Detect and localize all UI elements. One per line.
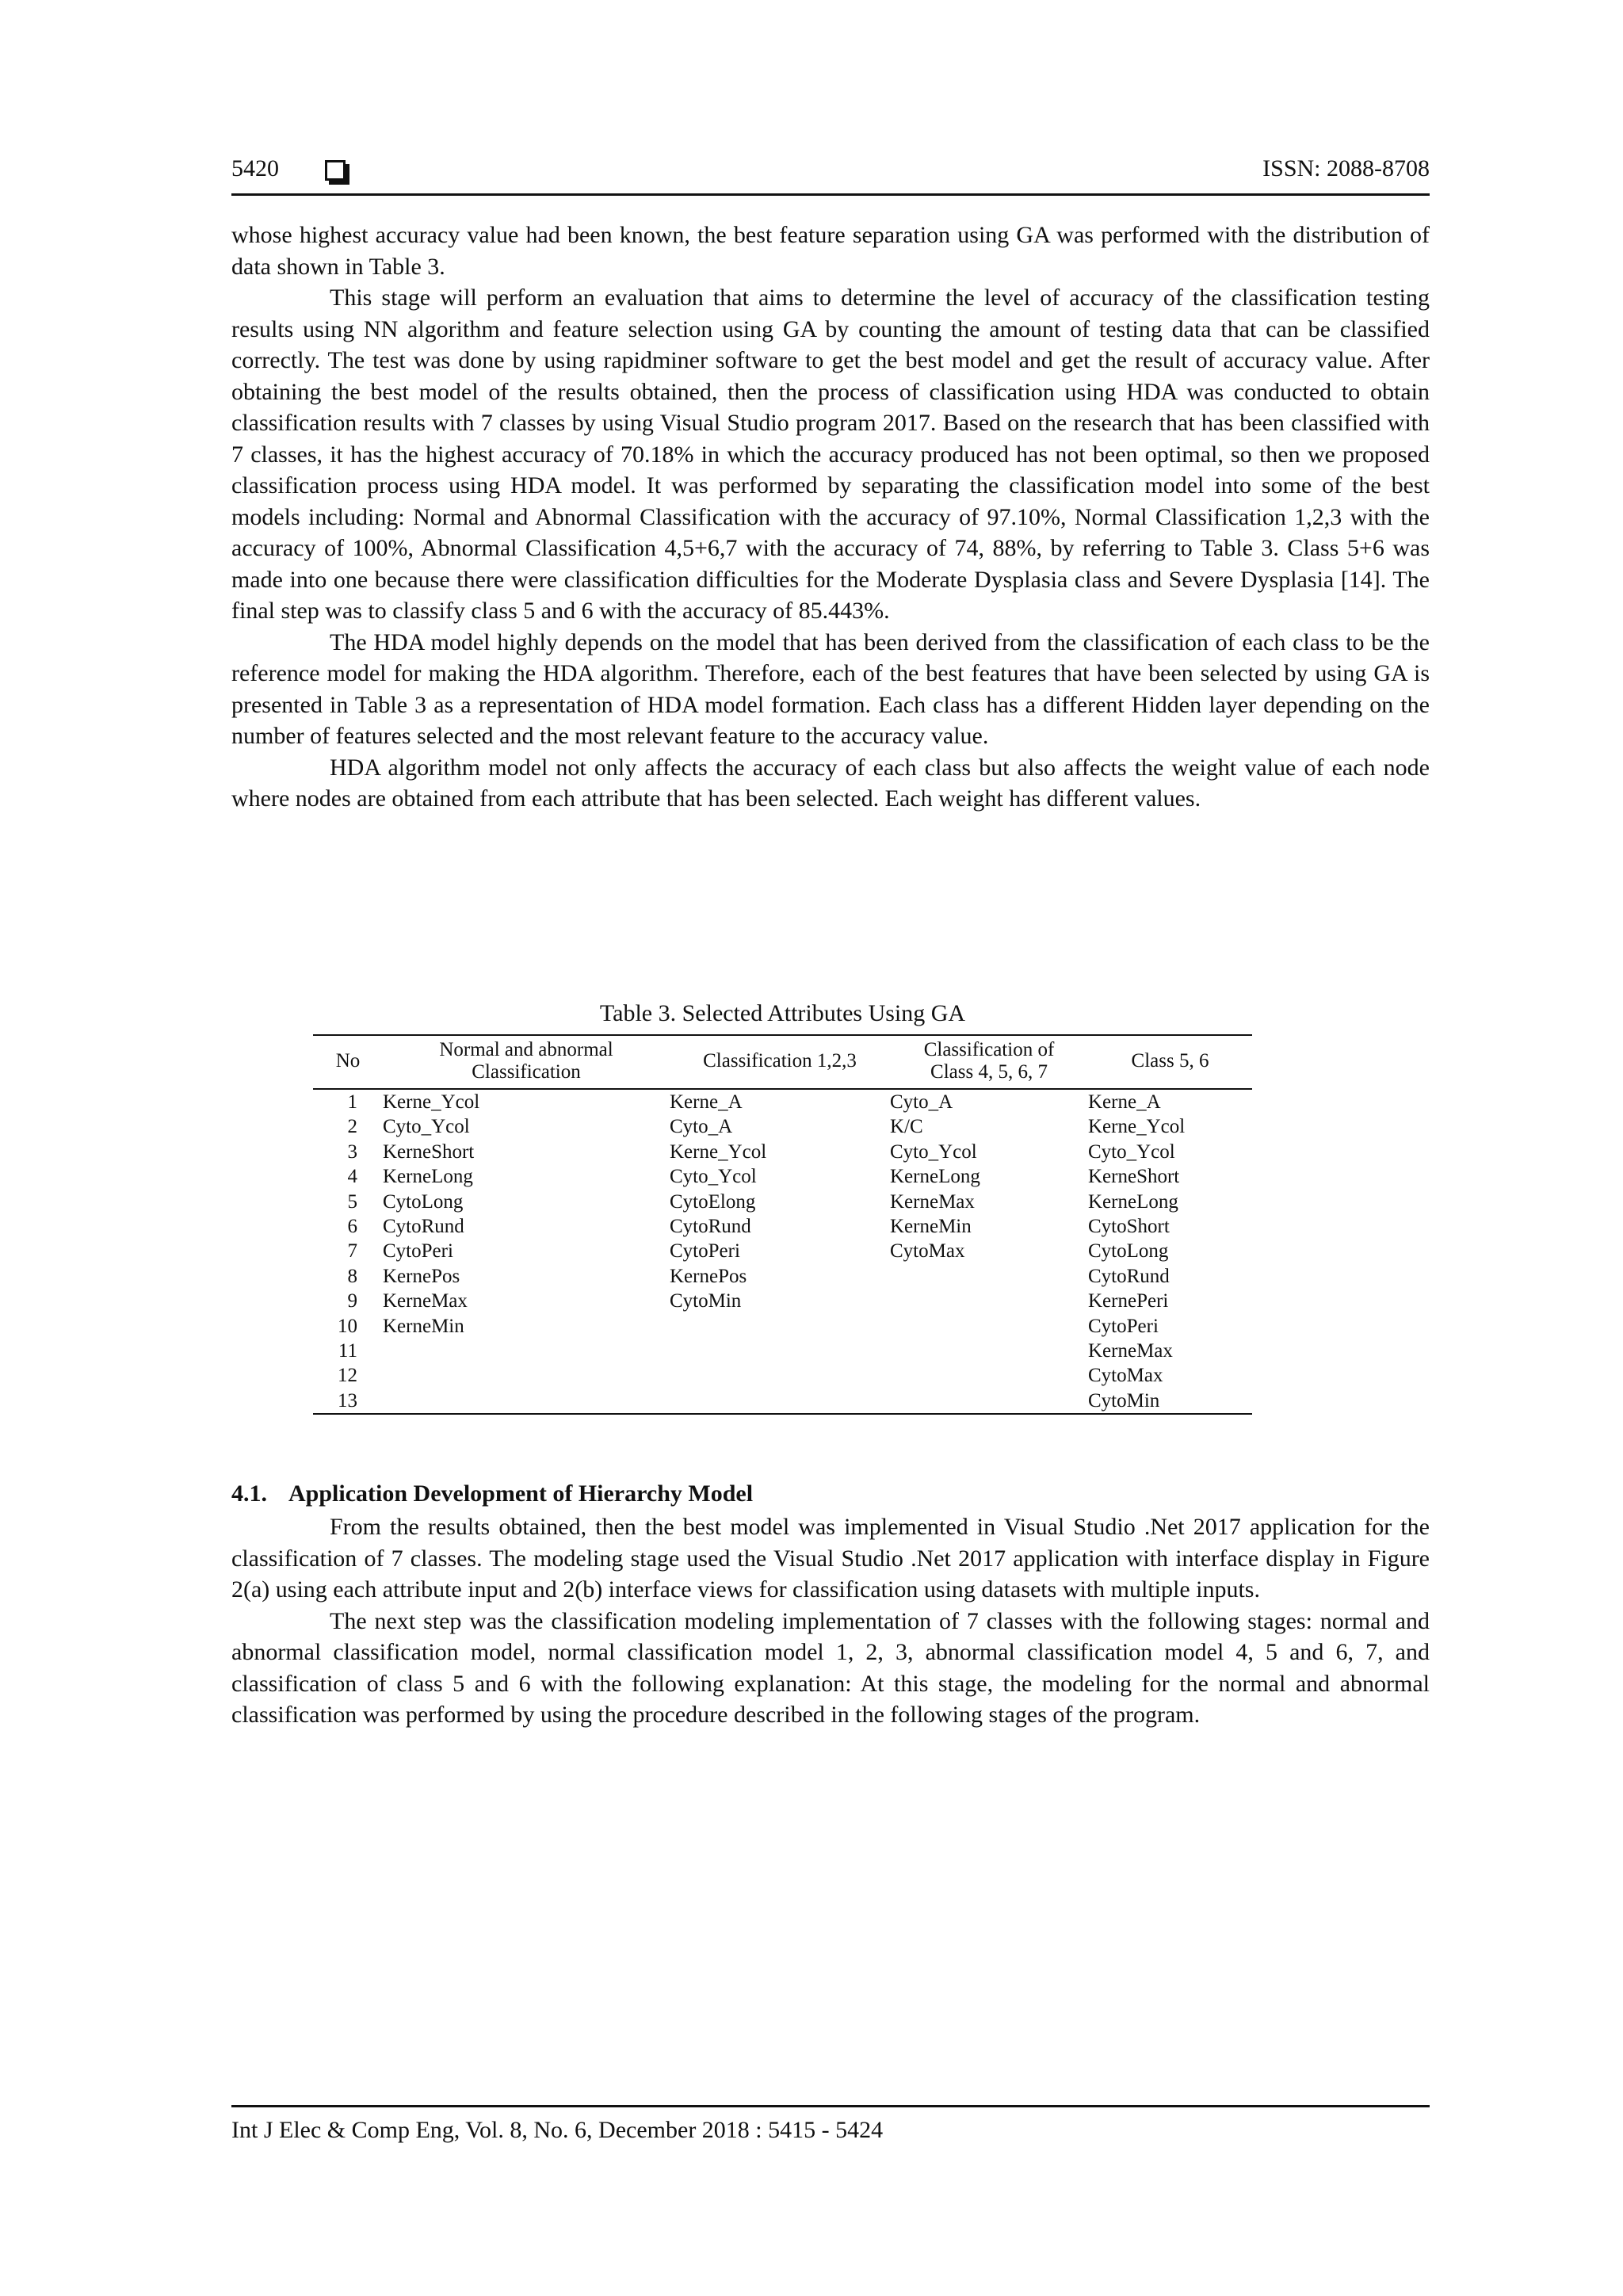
- cell: KernePeri: [1088, 1290, 1169, 1312]
- page-header: [231, 155, 1430, 196]
- cell: CytoMax: [890, 1240, 965, 1263]
- table-row: [313, 1314, 1252, 1339]
- table-row: [313, 1114, 1252, 1139]
- cell: [890, 1363, 1088, 1388]
- cell: CytoElong: [670, 1190, 756, 1213]
- paragraph: whose highest accuracy value had been known, the best feature separation using GA was performed with the distribution of data shown in Table 3.: [231, 222, 1430, 280]
- header-text: Classification: [472, 1061, 581, 1083]
- cell: KerneLong: [383, 1166, 473, 1188]
- table-caption: Table 3. Selected Attributes Using GA: [599, 1000, 966, 1026]
- cell: KerneLong: [1088, 1190, 1178, 1213]
- cell: CytoPeri: [383, 1240, 453, 1263]
- cell-no: 7: [347, 1240, 357, 1263]
- header-class-56: Class 5, 6: [1131, 1050, 1209, 1072]
- section-heading: [231, 1480, 753, 1507]
- cell: CytoMax: [1088, 1365, 1163, 1387]
- cell-no: 4: [347, 1166, 357, 1188]
- table-row: [313, 1363, 1252, 1388]
- cell-no: 13: [338, 1389, 357, 1412]
- table-row: [313, 1264, 1252, 1289]
- cell-no: 11: [338, 1340, 357, 1362]
- cell: [670, 1314, 890, 1339]
- header-normal-abnormal: [383, 1035, 670, 1089]
- header-text: Class 4, 5, 6, 7: [930, 1061, 1048, 1083]
- table-row: [313, 1339, 1252, 1363]
- cell: KerneMax: [1088, 1340, 1173, 1362]
- body-text-top: [231, 220, 1430, 815]
- section-title: Application Development of Hierarchy Model: [288, 1480, 754, 1507]
- cell-no: 8: [347, 1265, 357, 1287]
- cell: CytoRund: [1088, 1265, 1170, 1287]
- cell: [670, 1389, 890, 1414]
- cell: CytoMin: [670, 1290, 742, 1312]
- cell-no: 10: [338, 1315, 357, 1337]
- cell: Cyto_A: [670, 1116, 733, 1138]
- paragraph: This stage will perform an evaluation that aims to determine the level of accuracy of the classification testing results using NN algorithm and feature selection using GA by counting the amount of testing data that can be classified correctly. The test was done by using rapidminer software to get the best model and get the result of accuracy value. After obtaining the best model of the results obtained, then the process of classification using HDA was conducted to obtain classification results with 7 classes by using Visual Studio program 2017. Based on the research that has been classified with 7 classes, it has the highest accuracy of 70.18% in which the accuracy produced has not been optimal, so then we proposed classification process using HDA model. It was performed by separating the classification model into some of the best models including: Normal and Abnormal Classification with the accuracy of 97.10%, Normal Classification 1,2,3 with the accuracy of 100%, Abnormal Classification 4,5+6,7 with the accuracy of 74, 88%, by referring to Table 3. Class 5+6 was made into one because there were classification difficulties for the Moderate Dysplasia class and Severe Dysplasia [14]. The final step was to classify class 5 and 6 with the accuracy of 85.443%.: [231, 285, 1430, 624]
- cell: CytoPeri: [670, 1240, 740, 1263]
- table-row: [313, 1190, 1252, 1214]
- cell: [383, 1389, 670, 1414]
- cell: Cyto_Ycol: [890, 1140, 977, 1163]
- cell: Kerne_Ycol: [1088, 1116, 1186, 1138]
- table-row: [313, 1089, 1252, 1114]
- cell: [890, 1389, 1088, 1414]
- table-row: [313, 1164, 1252, 1189]
- cell: [670, 1363, 890, 1388]
- cell: CytoLong: [1088, 1240, 1169, 1263]
- cell: Cyto_Ycol: [670, 1166, 757, 1188]
- table-row: [313, 1214, 1252, 1239]
- table-row: [313, 1140, 1252, 1164]
- page-number: 5420: [231, 155, 279, 181]
- cell-no: 9: [347, 1290, 357, 1312]
- cell: CytoRund: [670, 1216, 751, 1238]
- table-row: [313, 1289, 1252, 1313]
- paragraph: From the results obtained, then the best model was implemented in Visual Studio .Net 2017 application for the classification of 7 classes. The modeling stage used the Visual Studio .Net 2017 application with interface display in Figure 2(a) using each attribute input and 2(b) interface views for classification using datasets with multiple inputs.: [231, 1514, 1430, 1603]
- cell: CytoShort: [1088, 1216, 1170, 1238]
- paragraph: The HDA model highly depends on the model that has been derived from the classification of each class to be the reference model for making the HDA algorithm. Therefore, each of the best features that have been selected by using GA is presented in Table 3 as a representation of HDA model formation. Each class has a different Hidden layer depending on the number of features selected and the most relevant feature to the accuracy value.: [231, 628, 1430, 749]
- cell-no: 1: [347, 1091, 357, 1113]
- section-number: 4.1.: [231, 1480, 267, 1507]
- paragraph: The next step was the classification modeling implementation of 7 classes with the following stages: normal and abnormal classification model, normal classification model 1, 2, 3, abnormal classification model 4, 5 and 6, 7, and classification of class 5 and 6 with the following explanation: At this stage, the modeling for the normal and abnormal classification was performed by using the procedure described in the following stages of the program.: [231, 1607, 1430, 1728]
- body-text-bottom: [231, 1511, 1430, 1731]
- box-bullet-icon: [325, 160, 346, 181]
- cell-no: 2: [347, 1116, 357, 1138]
- cell: K/C: [890, 1116, 923, 1138]
- cell: CytoMin: [1088, 1389, 1160, 1412]
- cell: [890, 1314, 1088, 1339]
- cell: KerneMax: [890, 1190, 975, 1213]
- cell: [383, 1339, 670, 1363]
- issn-label: ISSN: 2088-8708: [1262, 155, 1430, 181]
- cell: [890, 1289, 1088, 1313]
- table-row: [313, 1389, 1252, 1414]
- paragraph: HDA algorithm model not only affects the accuracy of each class but also affects the weight value of each node where nodes are obtained from each attribute that has been selected. Each weight has different values.: [231, 754, 1430, 812]
- cell: Cyto_Ycol: [1088, 1140, 1175, 1163]
- cell: [890, 1264, 1088, 1289]
- cell: Kerne_Ycol: [670, 1140, 767, 1163]
- cell-no: 3: [347, 1140, 357, 1163]
- header-text: Classification of: [923, 1039, 1055, 1060]
- cell: KernePos: [670, 1265, 747, 1287]
- cell: Cyto_A: [890, 1091, 953, 1113]
- cell: KerneShort: [1088, 1166, 1180, 1188]
- cell: KerneMax: [383, 1290, 468, 1312]
- cell: Kerne_A: [670, 1091, 743, 1113]
- cell: CytoLong: [383, 1190, 464, 1213]
- cell: KerneLong: [890, 1166, 980, 1188]
- journal-citation: Int J Elec & Comp Eng, Vol. 8, No. 6, December 2018 : 5415 - 5424: [231, 2117, 884, 2143]
- table-row: [313, 1239, 1252, 1263]
- cell: Cyto_Ycol: [383, 1116, 470, 1138]
- header-classification-123: Classification 1,2,3: [703, 1050, 857, 1072]
- cell-no: 5: [347, 1190, 357, 1213]
- cell: CytoPeri: [1088, 1315, 1159, 1337]
- cell-no: 12: [338, 1365, 357, 1387]
- cell: CytoRund: [383, 1216, 464, 1238]
- cell: Kerne_A: [1088, 1091, 1161, 1113]
- cell: KerneMin: [383, 1315, 464, 1337]
- cell: [890, 1339, 1088, 1363]
- page-footer: [231, 2105, 1430, 2144]
- cell: Kerne_Ycol: [383, 1091, 480, 1113]
- table-header-row: [313, 1035, 1252, 1089]
- cell: KerneMin: [890, 1216, 972, 1238]
- cell: KernePos: [383, 1265, 460, 1287]
- header-classification-4567: [890, 1035, 1088, 1089]
- cell-no: 6: [347, 1216, 357, 1238]
- cell: [670, 1339, 890, 1363]
- cell: KerneShort: [383, 1140, 475, 1163]
- header-text: Normal and abnormal: [439, 1039, 613, 1060]
- cell: [383, 1363, 670, 1388]
- selected-attributes-table: [313, 1034, 1252, 1415]
- header-no: No: [335, 1050, 361, 1072]
